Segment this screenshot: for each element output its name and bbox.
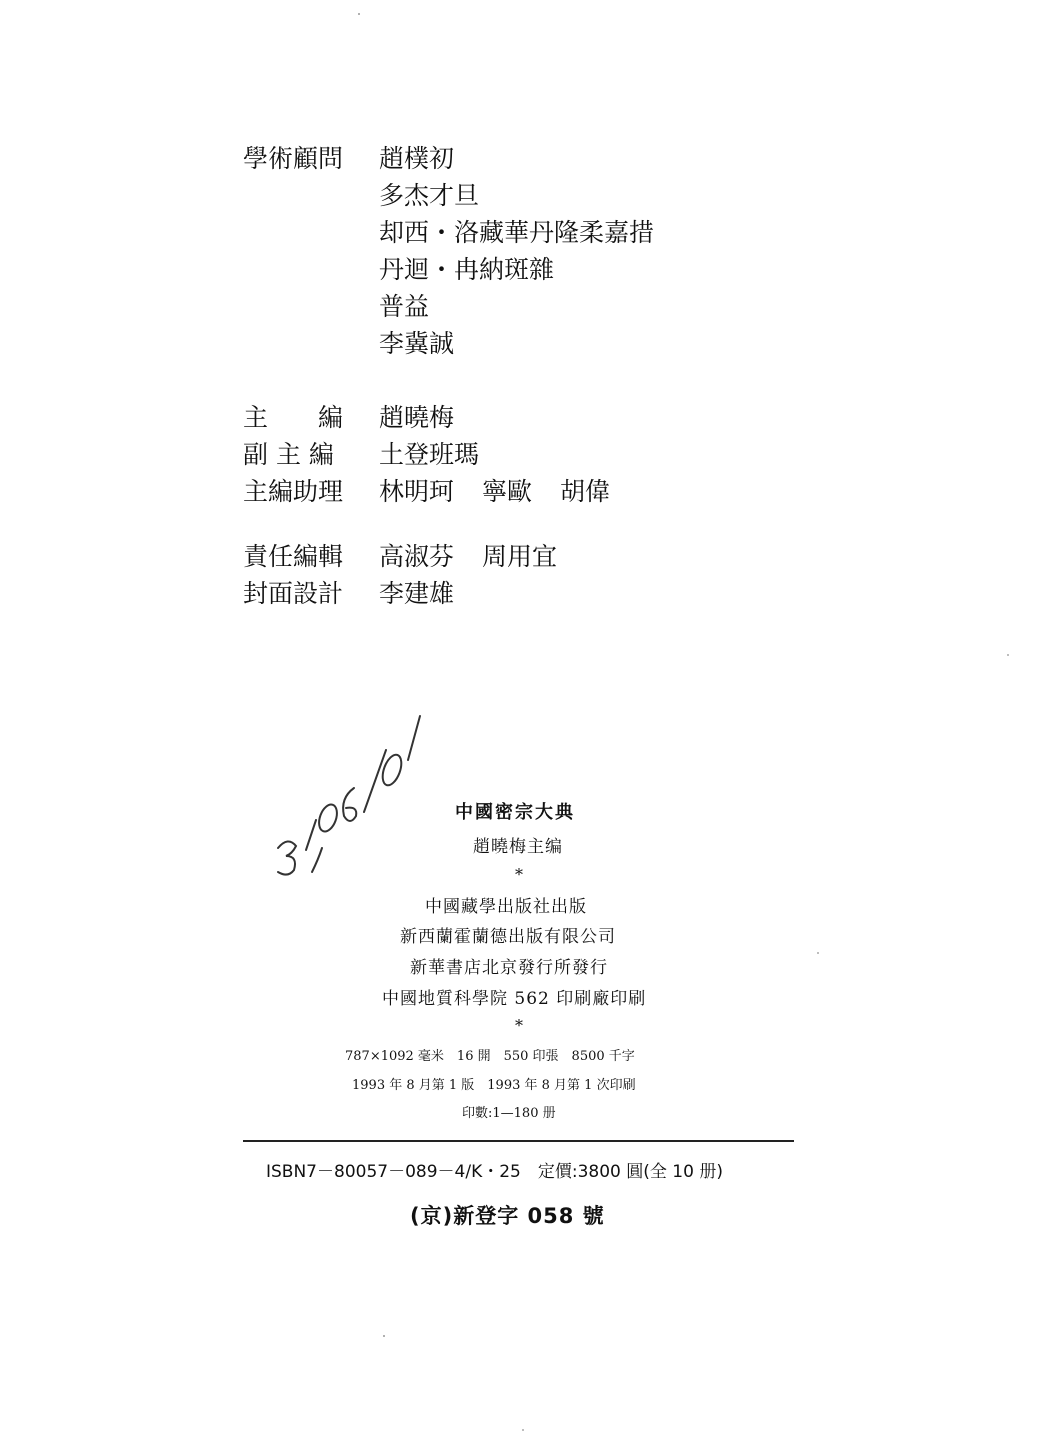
assistant-name: 胡偉 [560, 477, 611, 506]
assistants-row [243, 473, 654, 510]
chief-editor-row [243, 399, 654, 436]
advisors-row-6 [243, 325, 654, 362]
advisors-role: 學術顧問 [243, 144, 344, 173]
specs-line: 787×1092 毫米 16 開 550 印張 8500 千字 [345, 1049, 635, 1064]
role-spacer [243, 177, 379, 214]
separator-star: * [515, 865, 523, 884]
responsible-editors-names [379, 538, 585, 575]
deputy-editor-role: 副 主 編 [243, 440, 334, 469]
spacer [243, 362, 654, 399]
assistant-name: 林明珂 [379, 477, 455, 506]
publisher-line-1: 中國藏學出版社出版 [425, 897, 587, 917]
registration-number: (京)新登字 058 號 [410, 1204, 605, 1228]
advisors-row-5 [243, 288, 654, 325]
advisor-name: 却西・洛藏華丹隆柔嘉措 [379, 218, 655, 247]
assistant-name: 寧歐 [482, 477, 533, 506]
edition-line: 1993 年 8 月第 1 版 1993 年 8 月第 1 次印刷 [352, 1078, 636, 1093]
role-spacer [243, 288, 379, 325]
book-editor: 趙曉梅主编 [473, 837, 563, 857]
cover-design-role: 封面設計 [243, 579, 344, 608]
responsible-editor-name: 高淑芬 [379, 542, 455, 571]
deputy-editor-name: 土登班瑪 [379, 440, 480, 469]
cover-designer-name: 李建雄 [379, 579, 455, 608]
separator-star: * [515, 1016, 523, 1035]
handwritten-note [268, 700, 438, 890]
assistants-names [379, 473, 638, 510]
responsible-editors-row [243, 538, 654, 575]
role-spacer [243, 251, 379, 288]
chief-editor-role: 主 編 [243, 403, 344, 432]
deputy-editor-row [243, 436, 654, 473]
advisor-name: 李冀誠 [379, 329, 455, 358]
advisors-row-4 [243, 251, 654, 288]
book-title: 中國密宗大典 [455, 802, 575, 823]
advisors-row-2 [243, 177, 654, 214]
advisor-name: 趙樸初 [379, 144, 455, 173]
distributor-line: 新華書店北京發行所發行 [410, 958, 608, 978]
advisors-row [243, 140, 654, 177]
advisor-name: 丹迴・冉納斑雜 [379, 255, 555, 284]
cover-design-row [243, 575, 654, 612]
advisor-name: 多杰才旦 [379, 181, 480, 210]
chief-editor-name: 趙曉梅 [379, 403, 455, 432]
printer-line: 中國地質科學院 562 印刷廠印刷 [382, 989, 647, 1009]
role-spacer [243, 325, 379, 362]
advisors-row-3 [243, 214, 654, 251]
role-spacer [243, 214, 379, 251]
publisher-line-2: 新西蘭霍蘭德出版有限公司 [400, 927, 616, 947]
responsible-editor-name: 周用宜 [482, 542, 558, 571]
responsible-editors-role: 責任編輯 [243, 542, 344, 571]
assistants-role: 主編助理 [243, 477, 344, 506]
print-run-line: 印數:1—180 册 [462, 1106, 556, 1121]
spacer [243, 510, 654, 538]
credits-block [243, 140, 654, 612]
isbn-price-line: ISBN7－80057－089－4/K・25 定價:3800 圓(全 10 册) [266, 1162, 723, 1182]
advisor-name: 普益 [379, 292, 430, 321]
divider-rule [243, 1140, 794, 1142]
